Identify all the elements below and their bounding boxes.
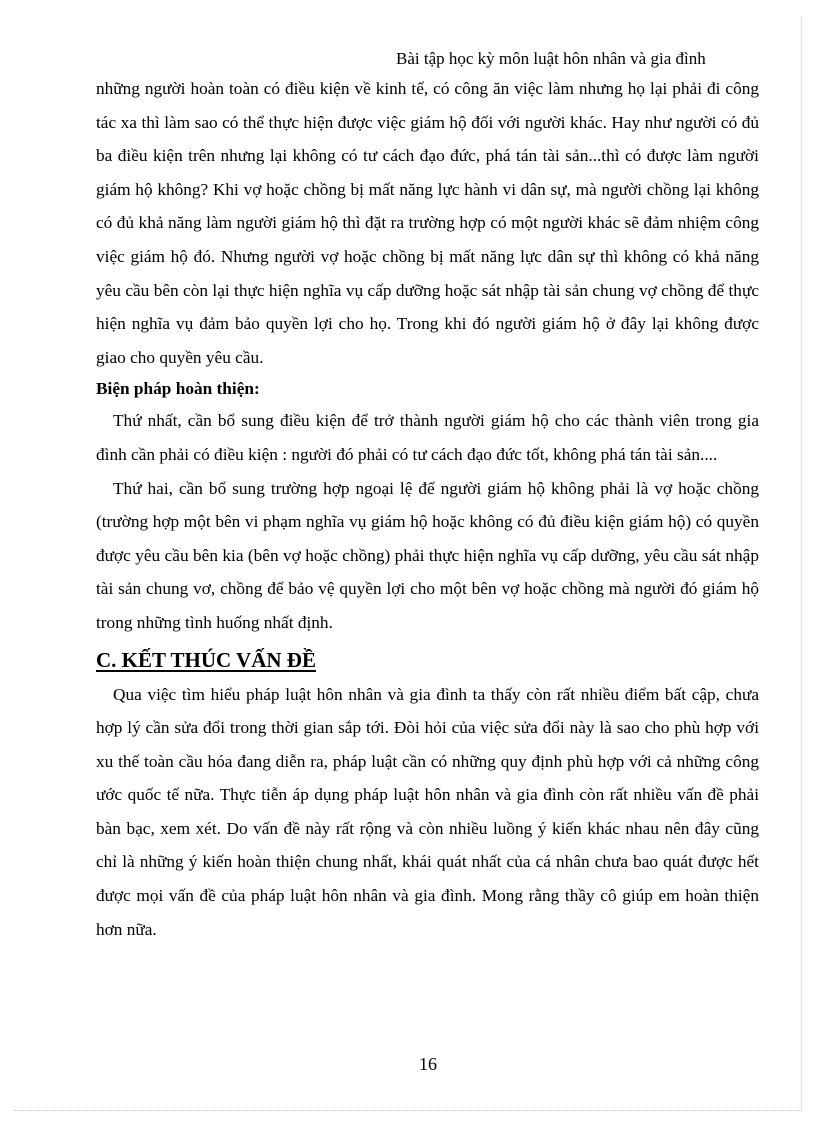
paragraph-guardianship-issues: những người hoàn toàn có điều kiện về kinh tế, có công ăn việc làm nhưng họ lại phải đi công tác xa thì làm sao có thể thực hiện được việc giám hộ đối với người khác. Hay như người có đủ ba điều kiện trên nhưng lại không có tư cách đạo đức, phá tán tài sản...thì có được làm người giám hộ không? Khi vợ hoặc chồng bị mất năng lực hành vi dân sự, mà người chồng lại không có đủ khả năng làm người giám hộ thì đặt ra trường hợp có một người khác sẽ đảm nhiệm công việc giám hộ đó. Nhưng người vợ hoặc chồng bị mất năng lực dân sự thì không có khả năng yêu cầu bên còn lại thực hiện nghĩa vụ cấp dưỡng hoặc sát nhập tài sản chung vợ chồng để thực hiện nghĩa vụ đảm bảo quyền lợi cho họ. Trong khi đó người giám hộ ở đây lại không được giao cho quyền yêu cầu. [96,79,759,367]
section-heading-conclusion: C. KẾT THÚC VẤN ĐỀ [96,647,316,672]
paragraph-first-measure: Thứ nhất, cần bổ sung điều kiện để trở thành người giám hộ cho các thành viên trong gia đình cần phải có điều kiện : người đó phải có tư cách đạo đức tốt, không phá tán tài sản.... [96,411,759,464]
paragraph-second-measure: Thứ hai, cần bổ sung trường hợp ngoại lệ để người giám hộ không phải là vợ hoặc chồng (trường hợp một bên vi phạm nghĩa vụ giám hộ hoặc không có đủ điều kiện giám hộ) có quyền được yêu cầu bên kia (bên vợ hoặc chồng) phải thực hiện nghĩa vụ cấp dưỡng, yêu cầu sát nhập tài sản chung vơ, chồng để bảo vệ quyền lợi cho một bên vợ hoặc chồng mà người đó giám hộ trong những tình huống nhất định. [96,478,759,632]
running-header: Bài tập học kỳ môn luật hôn nhân và gia đình [396,49,706,68]
subheading-improvement-measures: Biện pháp hoàn thiện: [96,379,260,399]
paragraph-conclusion: Qua việc tìm hiểu pháp luật hôn nhân và gia đình ta thấy còn rất nhiều điểm bất cập, chưa hợp lý cần sửa đổi trong thời gian sắp tới. Đòi hỏi của việc sửa đổi này là sao cho phù hợp với xu thế toàn cầu hóa đang diễn ra, pháp luật cần có những quy định phù hợp với cả những công ước quốc tế nữa. Thực tiễn áp dụng pháp luật hôn nhân và gia đình còn rất nhiều vấn đề phải bàn bạc, xem xét. Do vấn đề này rất rộng và còn nhiều luồng ý kiến khác nhau nên đây cũng chỉ là những ý kiến hoàn thiện chung nhất, khái quát nhất của cá nhân chưa bao quát được hết được mọi vấn đề của pháp luật hôn nhân và gia đình. Mong rằng thầy cô giúp em hoàn thiện hơn nữa. [96,684,759,939]
document-body [96,72,759,946]
page-number: 16 [419,1054,437,1074]
